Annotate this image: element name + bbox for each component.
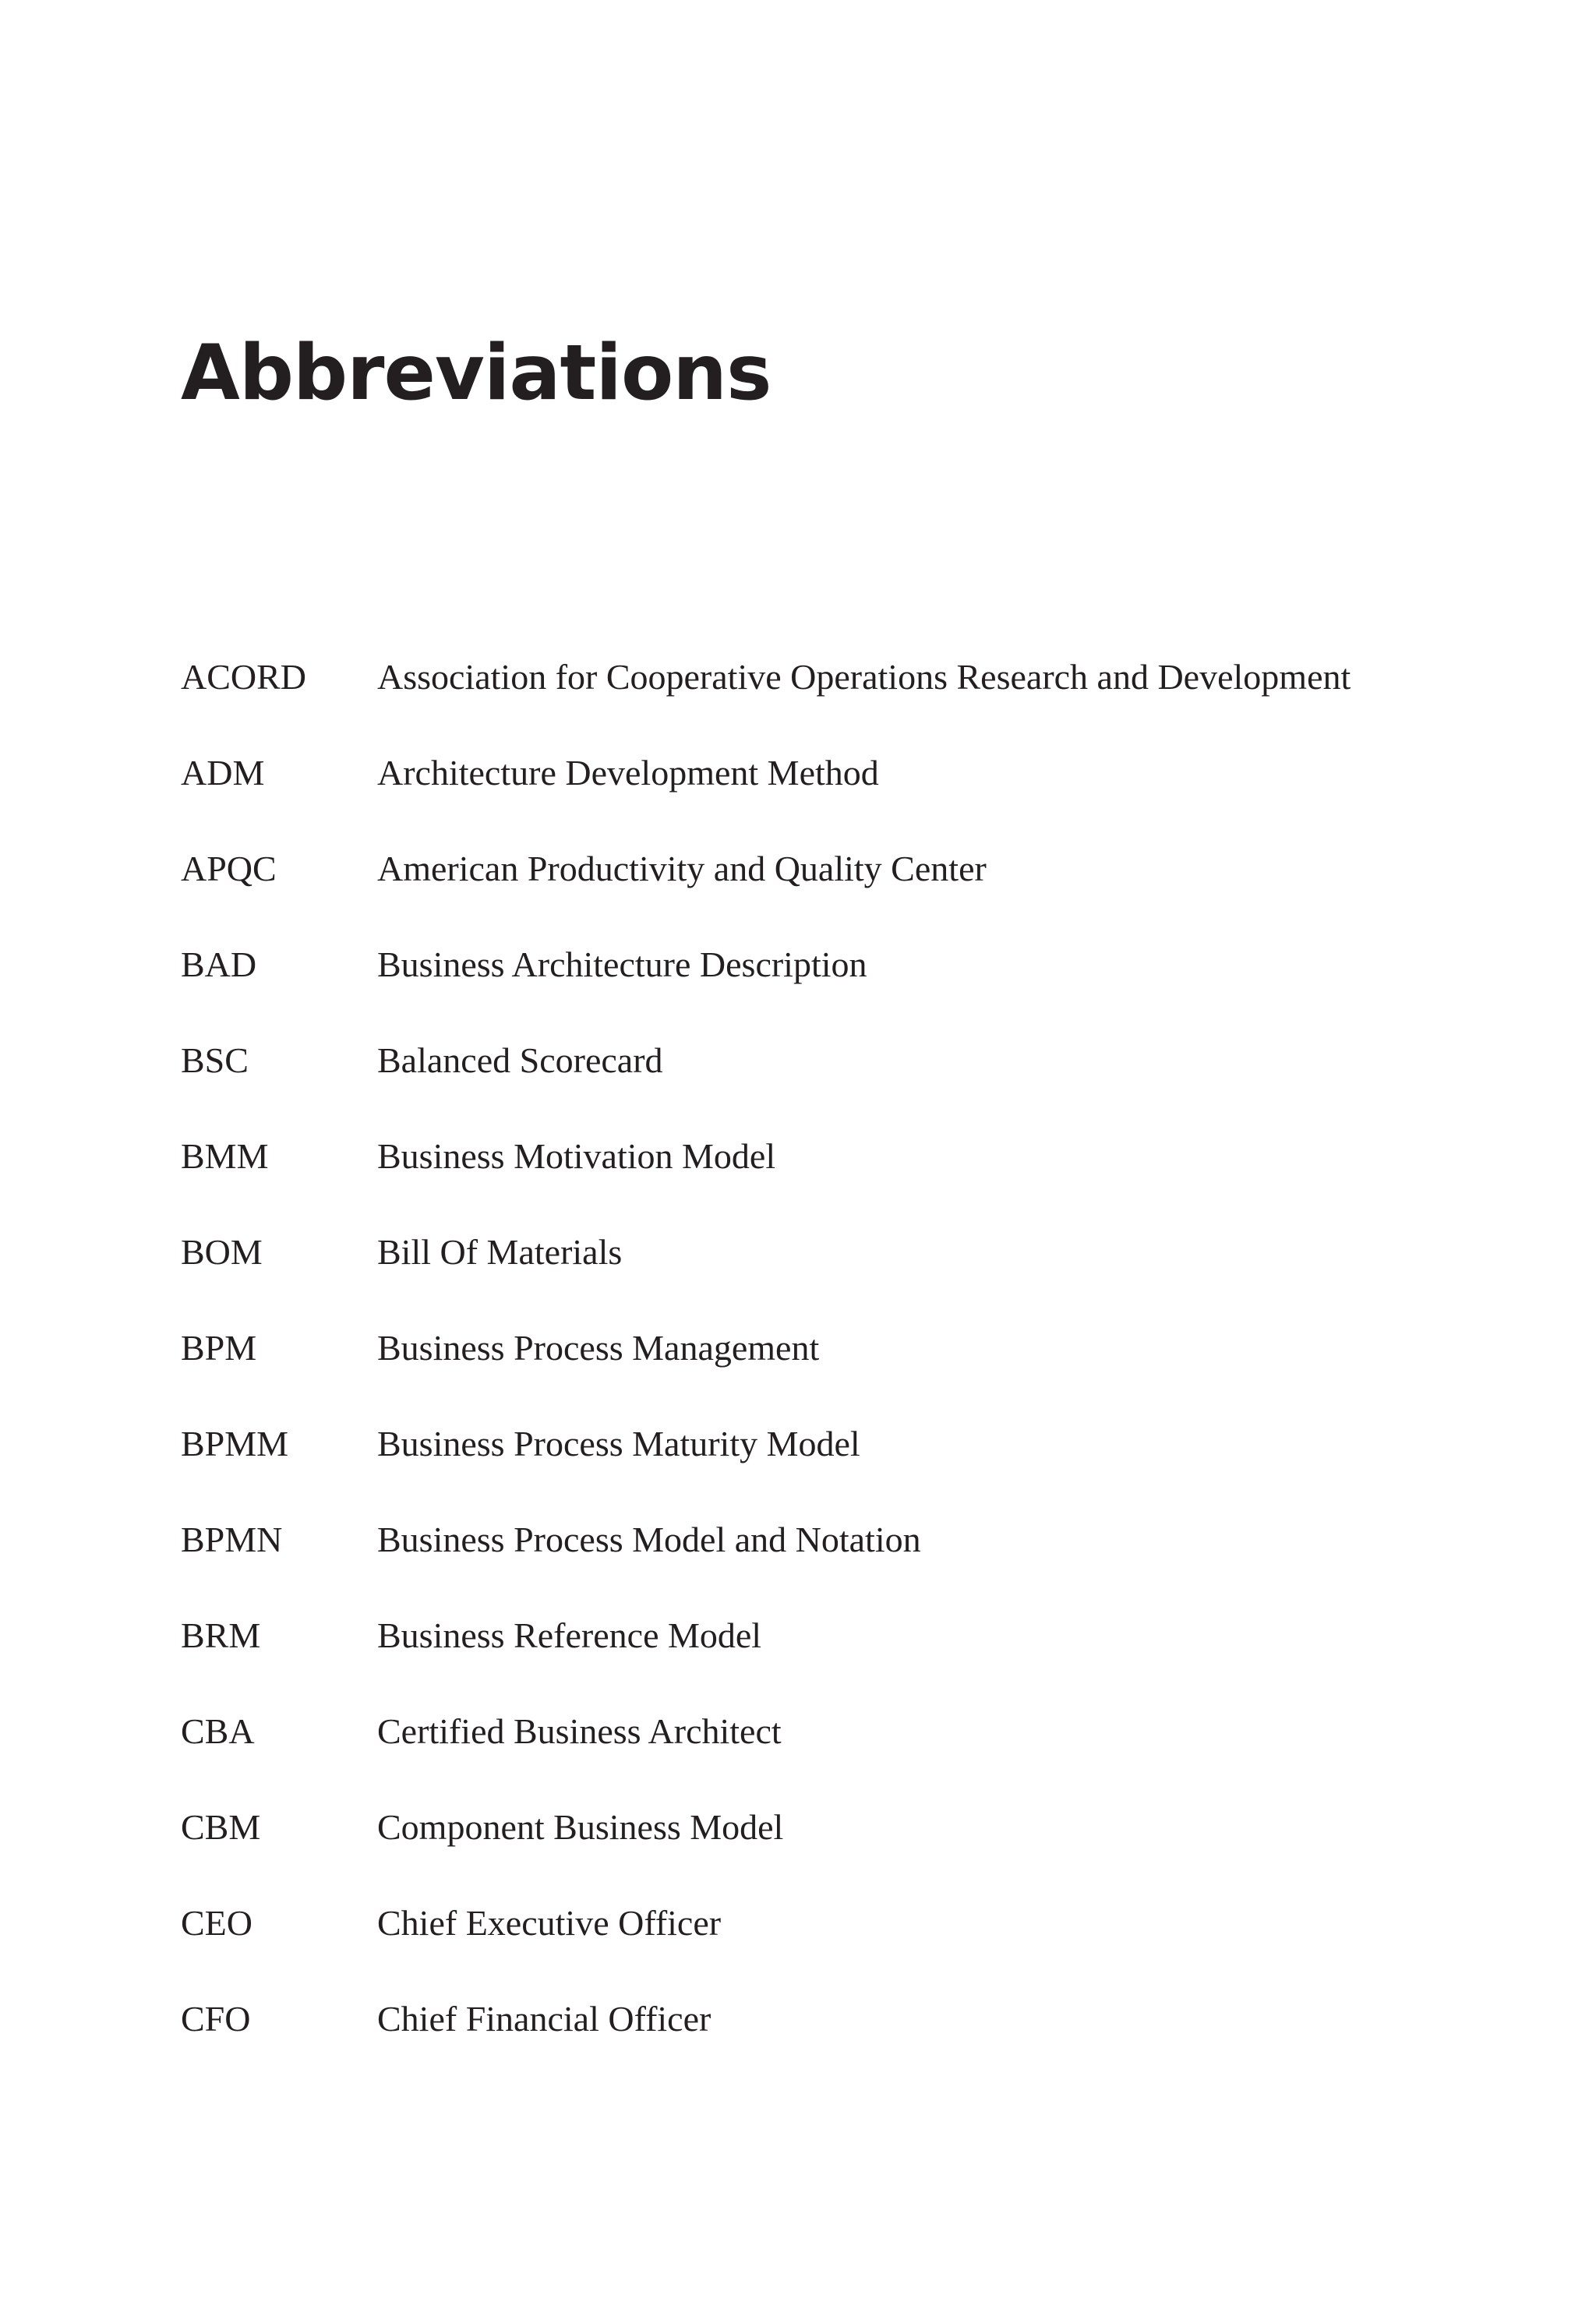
abbreviation-definition: Business Process Management	[377, 1328, 820, 1368]
abbreviation-term: BPM	[181, 1328, 257, 1368]
abbreviation-term: BAD	[181, 944, 257, 984]
abbreviation-term: BPMN	[181, 1520, 283, 1559]
abbreviation-definition: Business Architecture Description	[377, 944, 867, 984]
abbreviation-term: BSC	[181, 1040, 249, 1080]
abbreviation-term: CBM	[181, 1807, 261, 1847]
page-title: Abbreviations	[181, 329, 772, 418]
abbreviation-term: APQC	[181, 849, 277, 888]
abbreviation-definition: Business Process Model and Notation	[377, 1520, 921, 1559]
abbreviation-definition: Component Business Model	[377, 1807, 784, 1847]
abbreviation-term: CEO	[181, 1903, 252, 1943]
abbreviation-definition: American Productivity and Quality Center	[377, 849, 987, 888]
abbreviation-definition: Balanced Scorecard	[377, 1040, 663, 1080]
abbreviation-definition: Bill Of Materials	[377, 1232, 623, 1272]
abbreviation-term: BPMM	[181, 1424, 289, 1463]
abbreviation-term: BRM	[181, 1615, 261, 1655]
abbreviation-definition: Architecture Development Method	[377, 753, 879, 793]
abbreviation-definition: Business Process Maturity Model	[377, 1424, 860, 1463]
abbreviation-definition: Association for Cooperative Operations Research and Development	[377, 657, 1351, 697]
abbreviation-term: CFO	[181, 1999, 251, 2039]
abbreviation-definition: Chief Executive Officer	[377, 1903, 722, 1943]
abbreviation-term: BOM	[181, 1232, 263, 1272]
abbreviation-definition: Chief Financial Officer	[377, 1999, 711, 2039]
abbreviation-definition: Certified Business Architect	[377, 1711, 782, 1751]
abbreviation-term: CBA	[181, 1711, 255, 1751]
abbreviation-term: BMM	[181, 1136, 269, 1176]
abbreviation-term: ACORD	[181, 657, 307, 697]
abbreviation-term: ADM	[181, 753, 265, 793]
abbreviation-definition: Business Reference Model	[377, 1615, 762, 1655]
abbreviation-definition: Business Motivation Model	[377, 1136, 776, 1176]
